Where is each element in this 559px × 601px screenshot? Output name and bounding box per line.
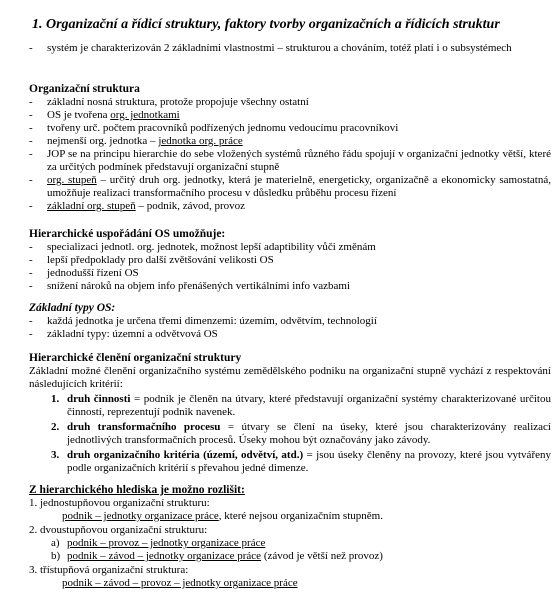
list-item	[29, 135, 551, 148]
numbered-item	[29, 421, 551, 447]
list-item-text: základní nosná struktura, protože propojuje všechny ostatní	[47, 96, 309, 108]
section-heading: Základní typy OS:	[29, 302, 116, 314]
page-title: 1. Organizační a řídicí struktury, faktory tvorby organizačních a řídicích struktur	[32, 17, 500, 32]
item-number: 2.	[51, 421, 60, 433]
list-item-text: specializaci jednotl. org. jednotek, možnost lepší adaptibility vůči změnám	[47, 241, 376, 253]
list-item	[29, 122, 551, 135]
list-item	[29, 254, 551, 267]
underlined-term: jednotka org. práce	[158, 135, 243, 147]
list-item	[29, 510, 551, 523]
bullet-dash: -	[29, 200, 33, 212]
hier-cleneni-section	[29, 351, 551, 475]
list-item	[29, 96, 551, 109]
bullet-dash: -	[29, 254, 33, 266]
org-struktura-section	[29, 82, 551, 213]
list-item	[29, 315, 551, 328]
list-item	[29, 200, 551, 213]
item-text: = jsou úseky členěny na provozy, které jsou vytvářeny podle organizačních kritérií s převahou jedné dimenze.	[67, 449, 551, 474]
underlined-term: základní org. stupeň	[47, 200, 136, 212]
item-number: 3.	[51, 449, 60, 461]
bullet-dash: -	[29, 328, 33, 340]
list-item	[29, 109, 551, 122]
list-item-text: OS je tvořena	[47, 109, 111, 121]
hier-usporadani-section	[29, 227, 551, 293]
structure-note: (závod je větší než provoz)	[261, 550, 383, 562]
item-label: druh organizačního kritéria (území, odvětví, atd.)	[67, 449, 304, 461]
list-item: 3. třístupňová organizační struktura:	[29, 564, 189, 576]
list-item-text: lepší předpoklady pro další zvětšování velikosti OS	[47, 254, 274, 266]
list-item-text: snížení nároků na objem info přenášených vertikálními info vazbami	[47, 280, 351, 292]
item-label: druh transformačního procesu	[67, 421, 221, 433]
list-item-text: – určitý druh org. jednotky, která je materielně, energeticky, organizačně a ekonomicky samostatná, umožňuje realizaci transformačního procesu v důsledku průběhu procesu řízení	[47, 174, 551, 199]
intro-text: systém je charakterizován 2 základními vlastnostmi – strukturou a chováním, totéž platí i o subsystémech	[47, 42, 512, 54]
list-item	[29, 42, 551, 55]
bullet-dash: -	[29, 315, 33, 327]
bullet-dash: -	[29, 135, 33, 147]
list-item: 2. dvoustupňovou organizační strukturu:	[29, 524, 208, 536]
section-heading: Z hierarchického hlediska je možno rozlišit:	[29, 484, 245, 496]
underlined-term: org. jednotkami	[110, 109, 180, 121]
section-heading: Organizační struktura	[29, 83, 140, 95]
list-item-text: JOP se na principu hierarchie do sebe vložených systémů různého řádu spojují v organizační jednotky větší, které za určitých podmínek představují organizační stupně	[47, 148, 551, 173]
list-item-text: nejmenší org. jednotka –	[47, 135, 159, 147]
section-heading: Hierarchické uspořádání OS umožňuje:	[29, 228, 226, 240]
list-item-text: základní typy: územní a odvětvová OS	[47, 328, 218, 340]
list-item-text: jednodušší řízení OS	[47, 267, 139, 279]
list-item	[29, 280, 551, 293]
zakladni-typy-section	[29, 301, 551, 341]
item-label: druh činnosti	[67, 393, 131, 405]
item-number: 1.	[51, 393, 60, 405]
bullet-dash: -	[29, 267, 33, 279]
list-item	[29, 577, 551, 590]
bullet-dash: -	[29, 42, 33, 54]
list-item	[29, 328, 551, 341]
list-item	[29, 148, 551, 174]
underlined-term: org. stupeň	[47, 174, 97, 186]
bullet-dash: -	[29, 109, 33, 121]
list-item	[29, 174, 551, 200]
bullet-dash: -	[29, 241, 33, 253]
bullet-dash: -	[29, 122, 33, 134]
list-item-text: – podnik, závod, provoz	[135, 200, 246, 212]
paragraph: Základní možné členění organizačního systému zemědělského podniku na organizační stupně vychází z respektování následujících kritérií:	[29, 365, 551, 390]
structure-chain: podnik – provoz – jednotky organizace práce	[67, 537, 266, 549]
structure-chain: podnik – závod – jednotky organizace práce	[67, 550, 262, 562]
list-item	[29, 537, 551, 550]
bullet-dash: -	[29, 174, 33, 186]
list-item-text: každá jednotka je určena třemi dimenzemi: územím, odvětvím, technologií	[47, 315, 377, 327]
structure-chain: podnik – jednotky organizace práce	[62, 510, 219, 522]
list-item	[29, 267, 551, 280]
structure-note: , které nejsou organizačním stupněm.	[218, 510, 383, 522]
numbered-item	[29, 449, 551, 475]
item-text: = útvary se člení na úseky, které jsou charakterizovány realizací jednotlivých transformačních procesů. Úseky mohou být označovány jako závody.	[67, 421, 551, 446]
list-item-text: tvořeny urč. počtem pracovníků podřízených jednomu vedoucímu pracovníkovi	[47, 122, 399, 134]
hledisko-section	[29, 483, 551, 590]
numbered-item	[29, 393, 551, 419]
item-letter: b)	[51, 550, 61, 562]
structure-chain: podnik – závod – provoz – jednotky organizace práce	[62, 577, 298, 589]
intro-section	[29, 42, 551, 55]
bullet-dash: -	[29, 148, 33, 160]
list-item	[29, 241, 551, 254]
item-text: = podnik je členěn na útvary, které představují organizační systémy charakterizované určitou činností, reprezentují podnik navenek.	[67, 393, 551, 418]
bullet-dash: -	[29, 280, 33, 292]
list-item	[29, 550, 551, 563]
item-letter: a)	[51, 537, 60, 549]
section-heading: Hierarchické členění organizační struktury	[29, 352, 242, 364]
list-item: 1. jednostupňovou organizační strukturu:	[29, 497, 210, 509]
bullet-dash: -	[29, 96, 33, 108]
